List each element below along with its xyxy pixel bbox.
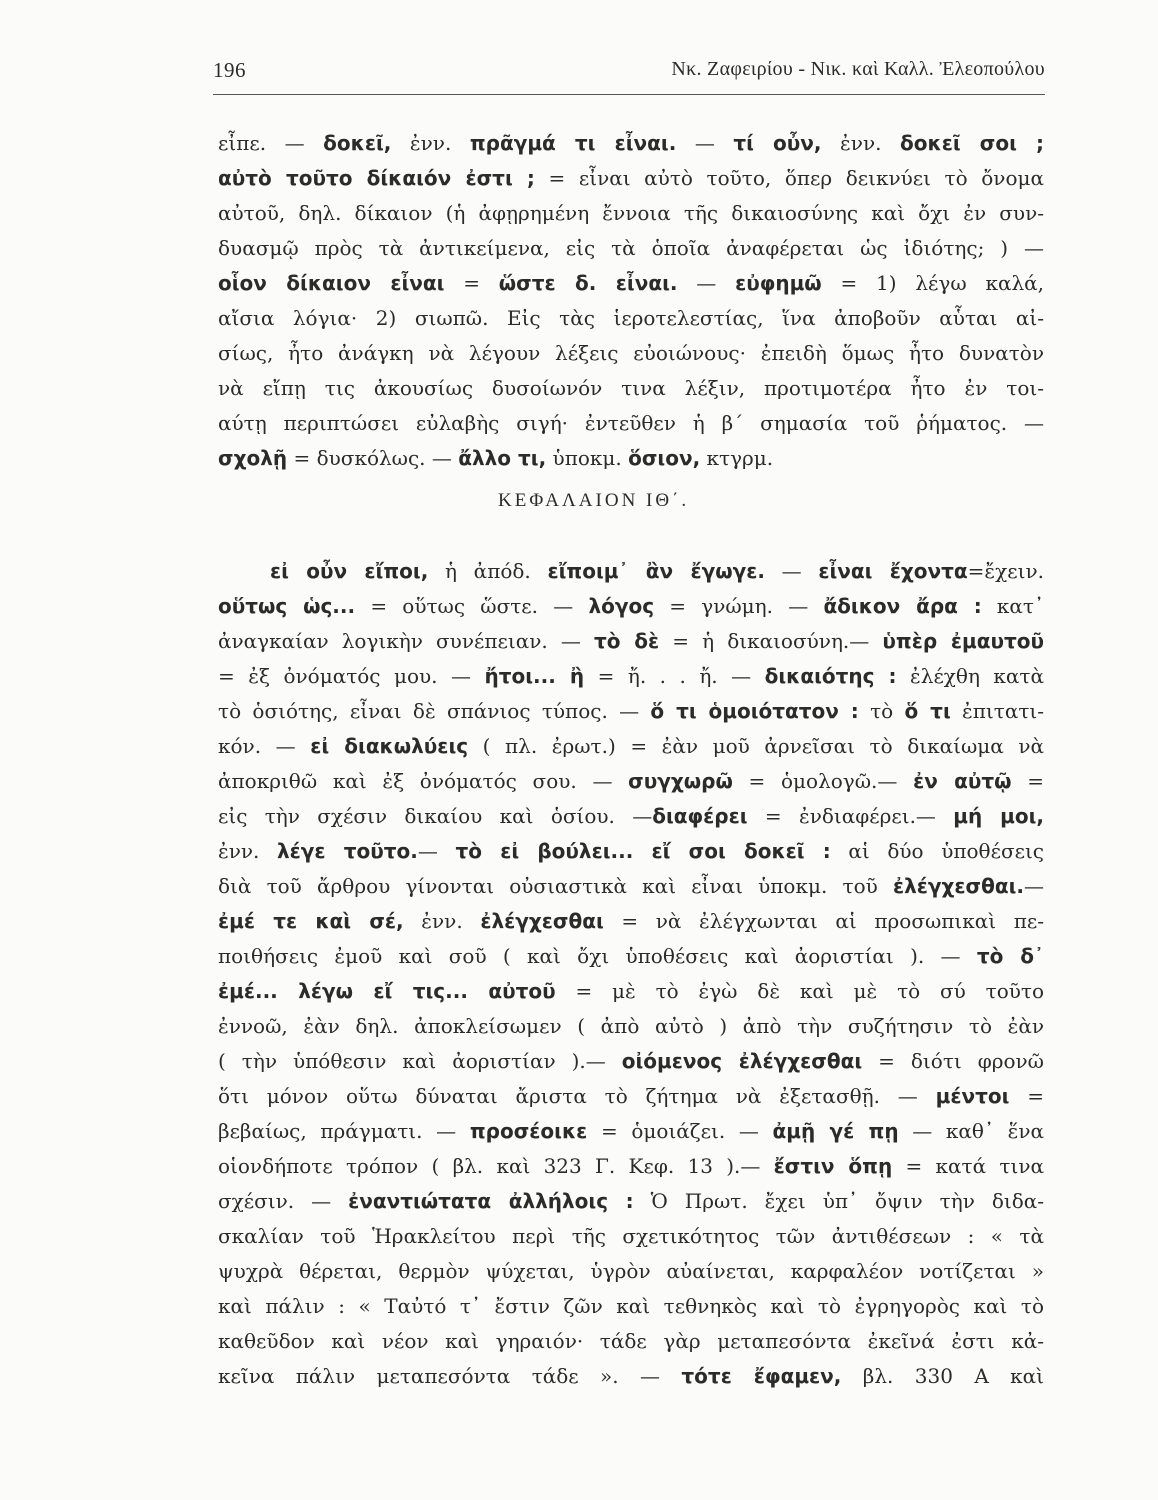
gloss-text: =ἔχειν. [967, 559, 1044, 583]
running-head: Νκ. Ζαφειρίου - Νικ. καὶ Καλλ. Ἐλεοπούλου [671, 58, 1045, 80]
lemma: μέντοι [935, 1084, 1010, 1108]
lemma: διαφέρει [652, 804, 748, 828]
gloss-text: = ὁμοιάζει. — [587, 1119, 773, 1143]
gloss-text: αἴσια λόγια· 2) σιωπῶ. Εἰς τὰς ἱεροτελεστίας, ἵνα ἀποβοῦν αὗται αἰ- [218, 306, 1044, 330]
text-line [218, 1359, 1044, 1394]
gloss-text: αὐτοῦ, δηλ. δίκαιον (ἡ ἀφῃρημένη ἔννοια τῆς δικαιοσύνης καὶ ὄχι ἐν συν- [218, 201, 1044, 225]
text-line [218, 406, 1044, 441]
text-line [218, 694, 1044, 729]
lemma: ἄλλο τι, [458, 446, 547, 470]
lemma: ὅσιον, [628, 446, 701, 470]
page-header [213, 56, 1045, 95]
lemma: λέγε τοῦτο. [277, 839, 418, 863]
gloss-text: τὸ [858, 699, 905, 723]
gloss-text: = 1) λέγω καλά, [821, 271, 1044, 295]
lemma: εἰ οὖν εἴποι, [270, 559, 429, 583]
gloss-text: κατ᾽ [981, 594, 1044, 618]
text-line [218, 126, 1044, 161]
lemma: συγχωρῶ [628, 769, 733, 793]
gloss-text: ποιθήσεις ἐμοῦ καὶ σοῦ ( καὶ ὄχι ὑποθέσεις καὶ ἀοριστίαι ). — [218, 944, 977, 968]
gloss-text: = νὰ ἐλέγχωνται αἱ προσωπικαὶ πε- [603, 909, 1044, 933]
lemma: τὸ δὲ [593, 629, 660, 653]
lemma: οὕτως ὡς... [218, 594, 356, 618]
gloss-text: ἀναγκαίαν λογικὴν συνέπειαν. — [218, 629, 594, 653]
gloss-text: κεῖνα πάλιν μεταπεσόντα τάδε ». — [218, 1364, 682, 1388]
gloss-text: αἱ δύο ὑποθέσεις [830, 839, 1044, 863]
text-line [218, 729, 1044, 764]
text-line [218, 1289, 1044, 1324]
gloss-text: = κατά τινα [892, 1154, 1044, 1178]
text-line [218, 231, 1044, 266]
gloss-text: ἐνν. [403, 909, 481, 933]
text-line [218, 764, 1044, 799]
text-line [218, 371, 1044, 406]
gloss-text: — [1024, 874, 1044, 898]
text-line [218, 1114, 1044, 1149]
gloss-text: ἐνν. [821, 131, 900, 155]
text-line [218, 869, 1044, 904]
lemma: τὸ δ᾽ [976, 944, 1044, 968]
lemma: πρᾶγμά τι εἶναι. [469, 131, 677, 155]
lemma: εἰ διακωλύεις [310, 734, 469, 758]
gloss-text: — [677, 271, 736, 295]
gloss-text: οἱονδήποτε τρόπον ( βλ. καὶ 323 Γ. Κεφ. 13 ).— [218, 1154, 774, 1178]
gloss-text: βλ. 330 Α καὶ [841, 1364, 1044, 1388]
gloss-text: διὰ τοῦ ἄρθρου γίνονται οὐσιαστικὰ καὶ εἶναι ὑποκμ. τοῦ [218, 874, 893, 898]
gloss-text: τὸ ὁσιότης, εἶναι δὲ σπάνιος τύπος. — [218, 699, 651, 723]
lemma: εὐφημῶ [735, 271, 822, 295]
gloss-text: σχέσιν. — [218, 1189, 349, 1213]
gloss-text: — [764, 559, 819, 583]
gloss-text: καθεῦδον καὶ νέον καὶ γηραιόν· τάδε γὰρ μεταπεσόντα ἐκεῖνά ἐστι κἀ- [218, 1329, 1044, 1353]
gloss-text: = ἡ δικαιοσύνη.— [659, 629, 883, 653]
chapter-heading: ΚΕΦΑΛΑΙΟΝ ΙΘ΄. [498, 490, 690, 511]
gloss-text: ( τὴν ὑπόθεσιν καὶ ἀοριστίαν ).— [218, 1049, 622, 1073]
gloss-text: βεβαίως, πράγματι. — [218, 1119, 470, 1143]
gloss-text: ἐπιτατι- [950, 699, 1044, 723]
lemma: ὅ τι ὁμοιότατον : [650, 699, 859, 723]
gloss-text: ἡ ἀπόδ. [428, 559, 548, 583]
gloss-text: = γνώμη. — [654, 594, 824, 618]
text-line [218, 939, 1044, 974]
gloss-text: = μὲ τὸ ἐγὼ δὲ καὶ μὲ τὸ σύ τοῦτο [555, 979, 1044, 1003]
text-line [218, 974, 1044, 1009]
text-line [218, 904, 1044, 939]
gloss-text: νὰ εἴπῃ τις ἀκουσίως δυσοίωνόν τινα λέξιν, προτιμοτέρα ἦτο ἐν τοι- [218, 376, 1044, 400]
lemma: οἷον δίκαιον εἶναι [218, 271, 445, 295]
gloss-text: ὅτι μόνον οὕτω δύναται ἄριστα τὸ ζήτημα νὰ ἐξετασθῇ. — [218, 1084, 936, 1108]
commentary-top [218, 126, 1044, 476]
lemma: σχολῇ [218, 446, 288, 470]
lemma: ἐμέ τε καὶ σέ, [218, 909, 404, 933]
gloss-text: ἐνν. [218, 839, 278, 863]
lemma: ἄδικον ἄρα : [823, 594, 982, 618]
gloss-text: κτγρμ. [700, 446, 774, 470]
text-line [218, 266, 1044, 301]
text-line [218, 1219, 1044, 1254]
text-line [218, 799, 1044, 834]
text-line [218, 1149, 1044, 1184]
gloss-text: ( πλ. ἐρωτ.) = ἐὰν μοῦ ἀρνεῖσαι τὸ δικαίωμα νὰ [468, 734, 1044, 758]
lemma: ἤτοι... ἢ [484, 664, 585, 688]
text-line [218, 196, 1044, 231]
gloss-text: σίως, ἦτο ἀνάγκη νὰ λέγουν λέξεις εὐοιώνους· ἐπειδὴ ὅμως ἦτο δυνατὸν [218, 341, 1044, 365]
gloss-text: εἰς τὴν σχέσιν δικαίου καὶ ὁσίου. — [218, 804, 653, 828]
gloss-text: = [444, 271, 499, 295]
lemma: λόγος [588, 594, 655, 618]
gloss-text: ὑποκμ. [546, 446, 629, 470]
lemma: ἐμέ... λέγω εἴ τις... αὐτοῦ [218, 979, 556, 1003]
text-line [218, 161, 1044, 196]
lemma: ὥστε δ. εἶναι. [498, 271, 678, 295]
gloss-text: = εἶναι αὐτὸ τοῦτο, ὅπερ δεικνύει τὸ ὄνομα [534, 166, 1044, 190]
gloss-text: — [676, 131, 734, 155]
lemma: προσέοικε [469, 1119, 588, 1143]
text-line [218, 624, 1044, 659]
gloss-text: — [417, 839, 456, 863]
page-number: 196 [213, 58, 246, 82]
text-line [218, 301, 1044, 336]
commentary-chapter [218, 554, 1044, 1394]
gloss-text: Ὁ Πρωτ. ἔχει ὑπ᾽ ὄψιν τὴν διδα- [633, 1189, 1044, 1213]
lemma: τότε ἔφαμεν, [681, 1364, 842, 1388]
gloss-text: αύτῃ περιπτώσει εὐλαβὴς σιγή· ἐντεῦθεν ἡ β΄ σημασία τοῦ ῥήματος. — [218, 411, 1044, 435]
text-line [218, 659, 1044, 694]
lemma: ὑπὲρ ἐμαυτοῦ [882, 629, 1044, 653]
lemma: τί οὖν, [733, 131, 822, 155]
lemma: δοκεῖ, [323, 131, 392, 155]
gloss-text: ἐνν. [391, 131, 470, 155]
lemma: ἐν αὐτῷ [913, 769, 1012, 793]
gloss-text: σκαλίαν τοῦ Ἡρακλείτου περὶ τῆς σχετικότητος τῶν ἀντιθέσεων : « τὰ [218, 1224, 1044, 1248]
lemma: εἴποιμ᾽ ἂν ἔγωγε. [547, 559, 765, 583]
text-line [218, 1184, 1044, 1219]
lemma: μή μοι, [953, 804, 1044, 828]
gloss-text: καὶ πάλιν : « Ταὐτό τ᾽ ἔστιν ζῶν καὶ τεθνηκὸς καὶ τὸ ἐγρηγορὸς καὶ τὸ [218, 1294, 1044, 1318]
text-line [218, 834, 1044, 869]
gloss-text: = ἤ. . . ἤ. — [584, 664, 765, 688]
gloss-text: = δυσκόλως. — [287, 446, 459, 470]
lemma: ἐναντιώτατα ἀλλήλοις : [348, 1189, 634, 1213]
gloss-text: = ἐνδιαφέρει.— [747, 804, 954, 828]
lemma: ὅ τι [904, 699, 951, 723]
lemma: εἶναι ἔχοντα [818, 559, 968, 583]
gloss-text: — καθ᾽ ἕνα [898, 1119, 1044, 1143]
text-line [218, 1254, 1044, 1289]
text-line [218, 1009, 1044, 1044]
lemma: οἰόμενος ἐλέγχεσθαι [621, 1049, 863, 1073]
lemma: δοκεῖ σοι ; [900, 131, 1044, 155]
gloss-text: = [1011, 769, 1044, 793]
lemma: ἔστιν ὅπῃ [773, 1154, 893, 1178]
lemma: ἐλέγχεσθαι. [892, 874, 1024, 898]
gloss-text: ἀποκριθῶ καὶ ἐξ ὀνόματός σου. — [218, 769, 629, 793]
gloss-text: ἐλέχθη κατὰ [896, 664, 1044, 688]
gloss-text: = οὕτως ὥστε. — [355, 594, 589, 618]
text-line [218, 1044, 1044, 1079]
gloss-text: δυασμῷ πρὸς τὰ ἀντικείμενα, εἰς τὰ ὁποῖα ἀναφέρεται ὡς ἰδιότης; ) — [218, 236, 1044, 260]
lemma: ἀμῇ γέ πῃ [772, 1119, 899, 1143]
lemma: τὸ εἰ βούλει... εἴ σοι δοκεῖ : [455, 839, 831, 863]
gloss-text: εἶπε. — [218, 131, 324, 155]
gloss-text: = ἐξ ὀνόματός μου. — [218, 664, 485, 688]
text-line [218, 336, 1044, 371]
gloss-text: ἐννοῶ, ἐὰν δηλ. ἀποκλείσωμεν ( ἀπὸ αὐτὸ ) ἀπὸ τὴν συζήτησιν τὸ ἐὰν [218, 1014, 1044, 1038]
gloss-text: = ὁμολογῶ.— [732, 769, 914, 793]
text-line [218, 1079, 1044, 1114]
text-line [218, 589, 1044, 624]
gloss-text: = [1009, 1084, 1044, 1108]
gloss-text: = διότι φρονῶ [862, 1049, 1044, 1073]
gloss-text: ψυχρὰ θέρεται, θερμὸν ψύχεται, ὑγρὸν αὐαίνεται, καρφαλέον νοτίζεται » [218, 1259, 1044, 1283]
lemma: δικαιότης : [764, 664, 897, 688]
lemma: ἐλέγχεσθαι [480, 909, 604, 933]
text-line [218, 1324, 1044, 1359]
text-line [218, 554, 1044, 589]
lemma: αὐτὸ τοῦτο δίκαιόν ἐστι ; [218, 166, 535, 190]
text-line [218, 441, 1044, 476]
gloss-text: κόν. — [218, 734, 311, 758]
